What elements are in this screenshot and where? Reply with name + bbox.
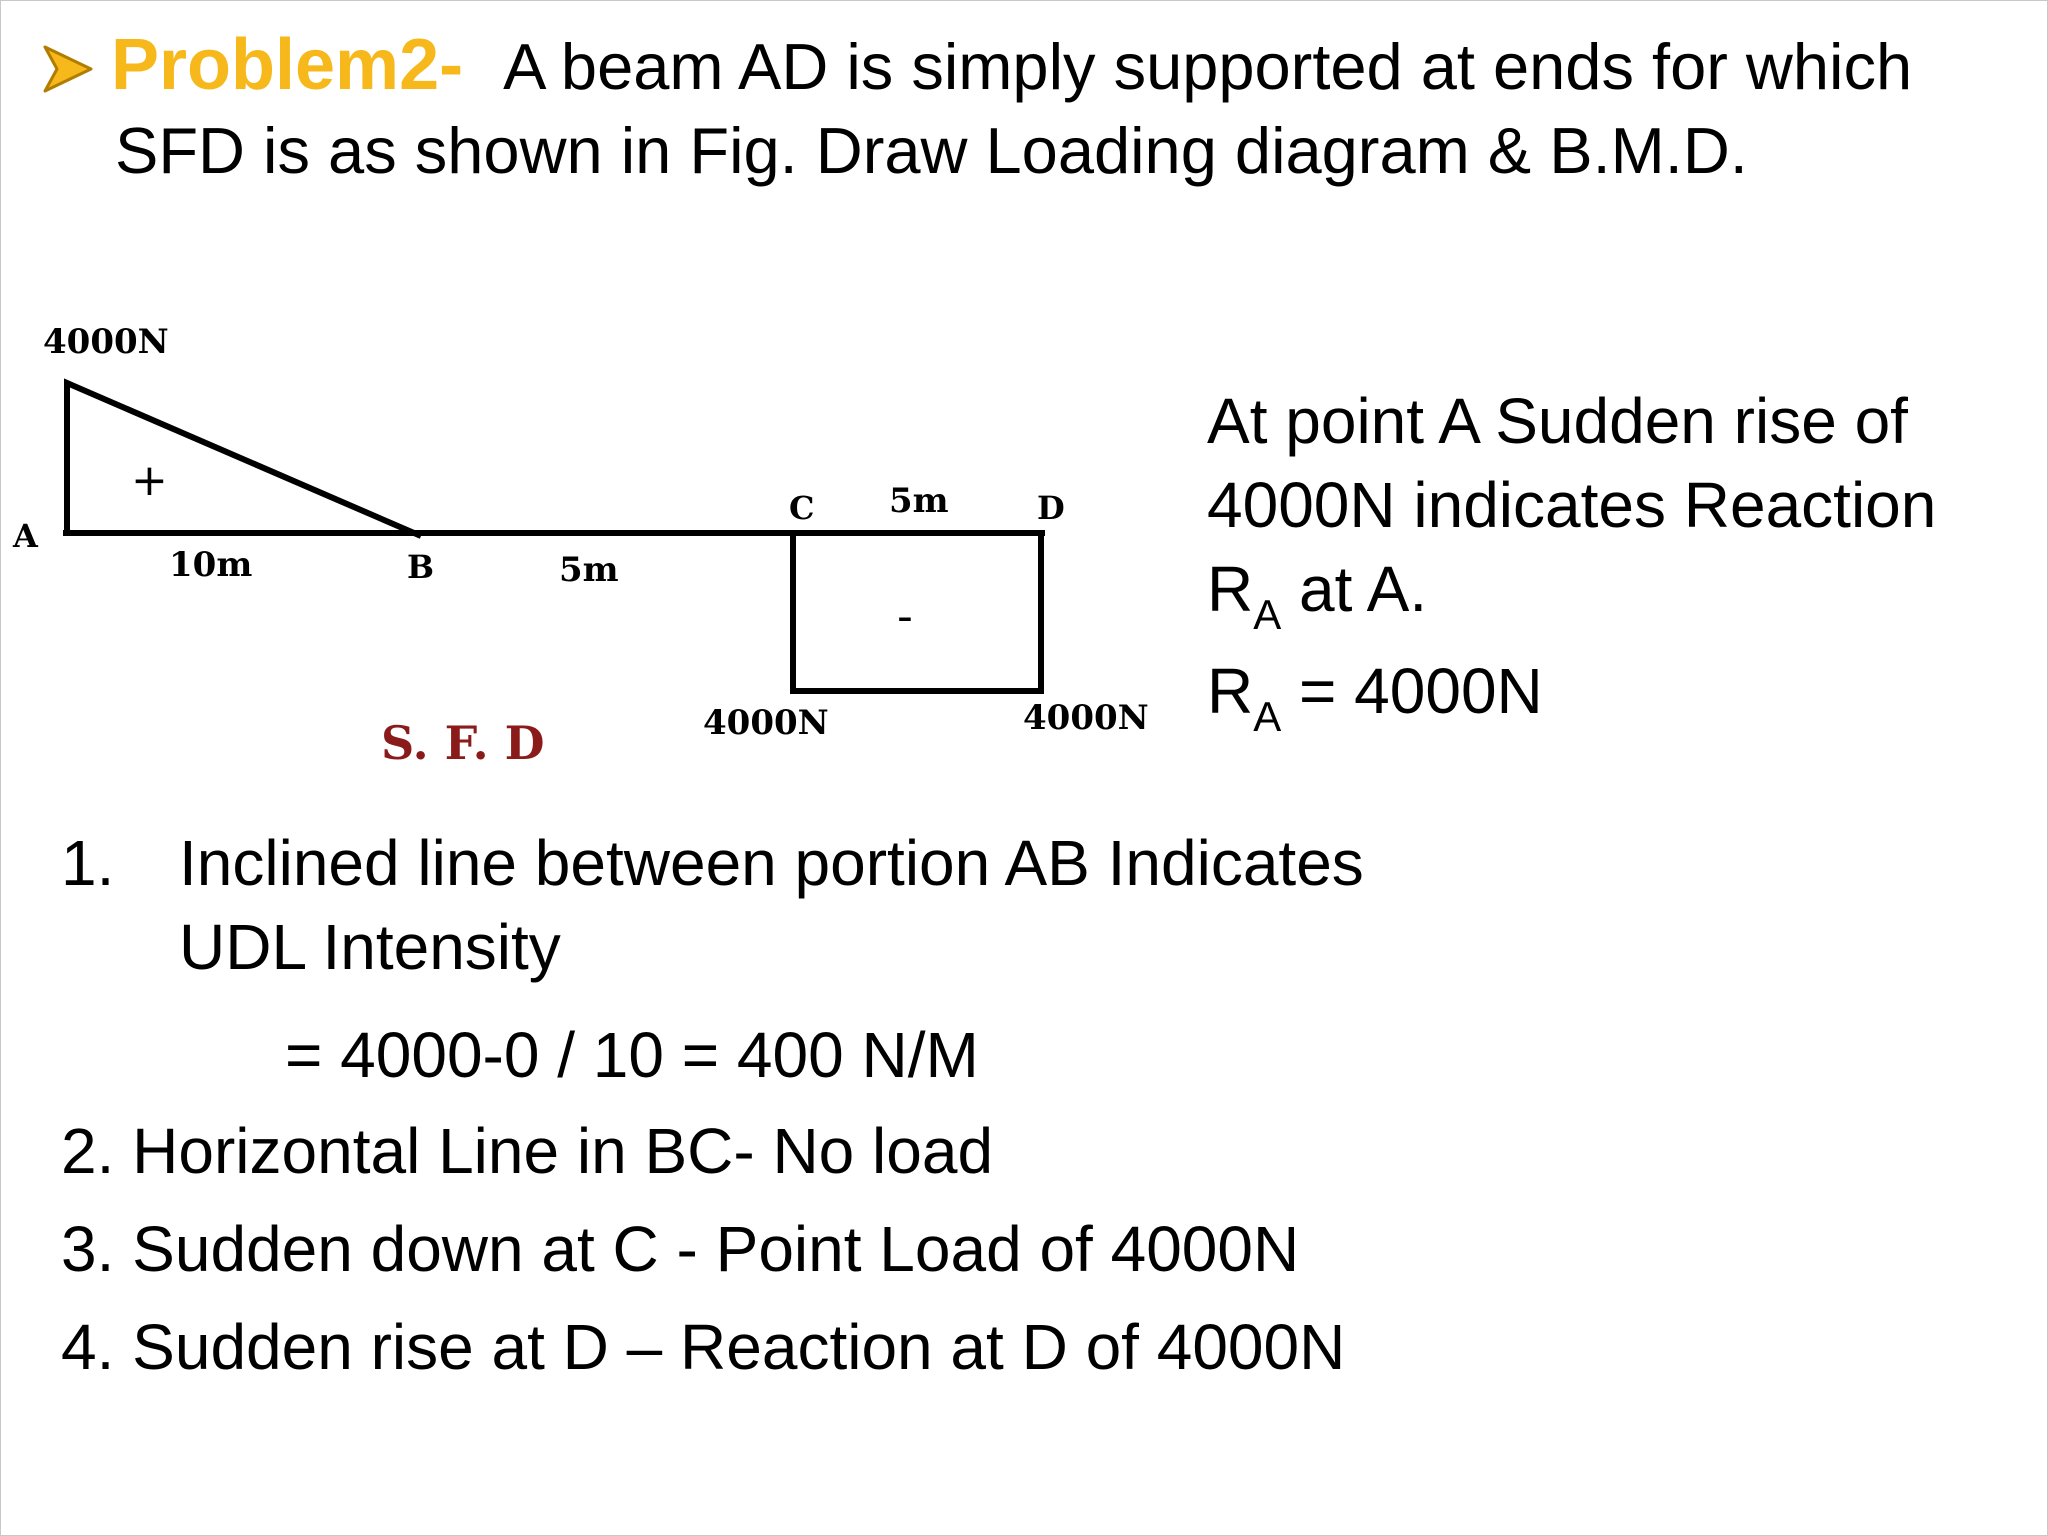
plus-sign: + xyxy=(131,455,168,506)
udl-formula: = 4000-0 / 10 = 400 N/M xyxy=(285,1019,979,1091)
step-1-line-1: Inclined line between portion AB Indicates xyxy=(179,827,1364,899)
d-load-label: 4000N xyxy=(1023,698,1149,738)
minus-sign: - xyxy=(897,591,913,642)
reaction-symbol-2: R xyxy=(1207,655,1254,727)
explain-line-3-tail: at A. xyxy=(1281,553,1428,625)
title-line-1 xyxy=(41,23,2031,109)
reaction-subscript: A xyxy=(1253,591,1282,638)
c-load-label: 4000N xyxy=(703,703,829,743)
cd-length-label: 5m xyxy=(889,481,949,521)
step-1 xyxy=(61,821,1364,905)
explain-line-1: At point A Sudden rise of xyxy=(1207,385,1908,457)
title-text-1: A beam AD is simply supported at ends for which xyxy=(503,30,1913,103)
step-1-line-2: UDL Intensity xyxy=(179,911,561,983)
sfd-figure xyxy=(1,301,1181,801)
reaction-subscript-2: A xyxy=(1253,693,1282,740)
ab-length-label: 10m xyxy=(169,545,253,585)
explain-line-2: 4000N indicates Reaction xyxy=(1207,469,1937,541)
reaction-explanation xyxy=(1207,379,2027,741)
title-line-2: SFD is as shown in Fig. Draw Loading diagram & B.M.D. xyxy=(115,114,1748,187)
explain-line-3 xyxy=(1207,547,2027,639)
negative-region-cd xyxy=(793,533,1041,691)
problem-label: Problem2- xyxy=(111,25,464,105)
sfd-diagram xyxy=(1,301,1181,801)
reaction-symbol: R xyxy=(1207,553,1254,625)
step-3: 3. Sudden down at C - Point Load of 4000N xyxy=(61,1213,1300,1285)
positive-region-ab xyxy=(67,383,421,536)
explain-line-4 xyxy=(1207,649,2027,741)
step-1-number: 1. xyxy=(61,827,115,899)
point-d-label: D xyxy=(1037,489,1065,527)
explain-line-4-tail: = 4000N xyxy=(1281,655,1543,727)
top-load-label: 4000N xyxy=(43,322,169,362)
point-b-label: B xyxy=(407,548,435,586)
step-4: 4. Sudden rise at D – Reaction at D of 4000N xyxy=(61,1311,1346,1383)
arrow-bullet-icon xyxy=(41,23,111,95)
sfd-caption: S. F. D xyxy=(381,716,545,770)
point-a-label: A xyxy=(13,517,38,555)
bc-length-label: 5m xyxy=(559,550,619,590)
point-c-label: C xyxy=(789,489,815,527)
title-block xyxy=(41,23,2031,193)
step-2: 2. Horizontal Line in BC- No load xyxy=(61,1115,994,1187)
